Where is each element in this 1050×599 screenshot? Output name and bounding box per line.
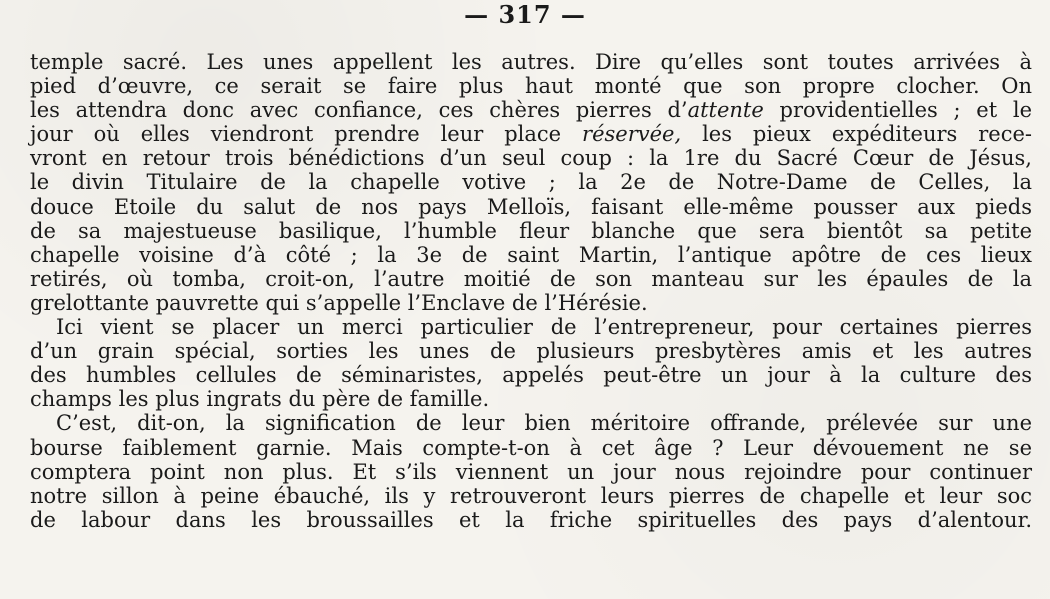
- text-line: vront en retour trois bénédictions d’un seul coup : la 1re du Sacré Cœur de Jésus,: [30, 146, 1032, 171]
- text-line: champs les plus ingrats du père de famille.: [30, 387, 490, 412]
- italic-word: attente: [687, 98, 764, 123]
- text-line: le divin Titulaire de la chapelle votive ; la 2e de Notre-Dame de Celles, la: [30, 170, 1032, 195]
- text-line: comptera point non plus. Et s’ils viennent un jour nous rejoindre pour continuer: [30, 459, 1032, 484]
- text-line: temple sacré. Les unes appellent les autres. Dire qu’elles sont toutes arrivées à: [30, 50, 1032, 74]
- text-line: d’un grain spécial, sorties les unes de plusieurs presbytères amis et les autres: [30, 339, 1032, 364]
- text-segment: jour où elles viendront prendre leur place: [30, 122, 583, 147]
- text-line: de sa majestueuse basilique, l’humble fleur blanche que sera bientôt sa petite: [30, 218, 1032, 243]
- page-number: — 317 —: [464, 0, 586, 29]
- body-text: [30, 50, 1032, 532]
- text-segment: providentielles ; et le: [763, 98, 1033, 123]
- text-line: [30, 98, 1032, 122]
- text-line: Ici vient se placer un merci particulier de l’entrepreneur, pour certaines pierres: [56, 315, 1032, 340]
- text-line: grelottante pauvrette qui s’appelle l’Enclave de l’Hérésie.: [30, 290, 648, 315]
- text-line: chapelle voisine d’à côté ; la 3e de saint Martin, l’antique apôtre de ces lieux: [30, 242, 1032, 267]
- text-line: douce Etoile du salut de nos pays Melloïs, faisant elle-même pousser aux pieds: [30, 194, 1032, 219]
- text-line: retirés, où tomba, croit-on, l’autre moitié de son manteau sur les épaules de la: [30, 266, 1032, 291]
- text-segment: les attendra donc avec confiance, ces chères pierres d’: [30, 98, 688, 123]
- text-line: pied d’œuvre, ce serait se faire plus haut monté que son propre clocher. On: [30, 74, 1032, 99]
- text-line: [30, 122, 1032, 146]
- text-line: de labour dans les broussailles et la friche spirituelles des pays d’alentour.: [30, 507, 1032, 532]
- text-line: C’est, dit-on, la signification de leur bien méritoire offrande, prélevée sur une: [56, 411, 1032, 436]
- text-line: bourse faiblement garnie. Mais compte-t-on à cet âge ? Leur dévouement ne se: [30, 435, 1032, 460]
- text-line: des humbles cellules de séminaristes, appelés peut-être un jour à la culture des: [30, 363, 1032, 388]
- text-line: notre sillon à peine ébauché, ils y retrouveront leurs pierres de chapelle et leur soc: [30, 483, 1032, 508]
- text-segment: les pieux expéditeurs rece-: [681, 122, 1033, 147]
- italic-word: réservée,: [582, 122, 682, 147]
